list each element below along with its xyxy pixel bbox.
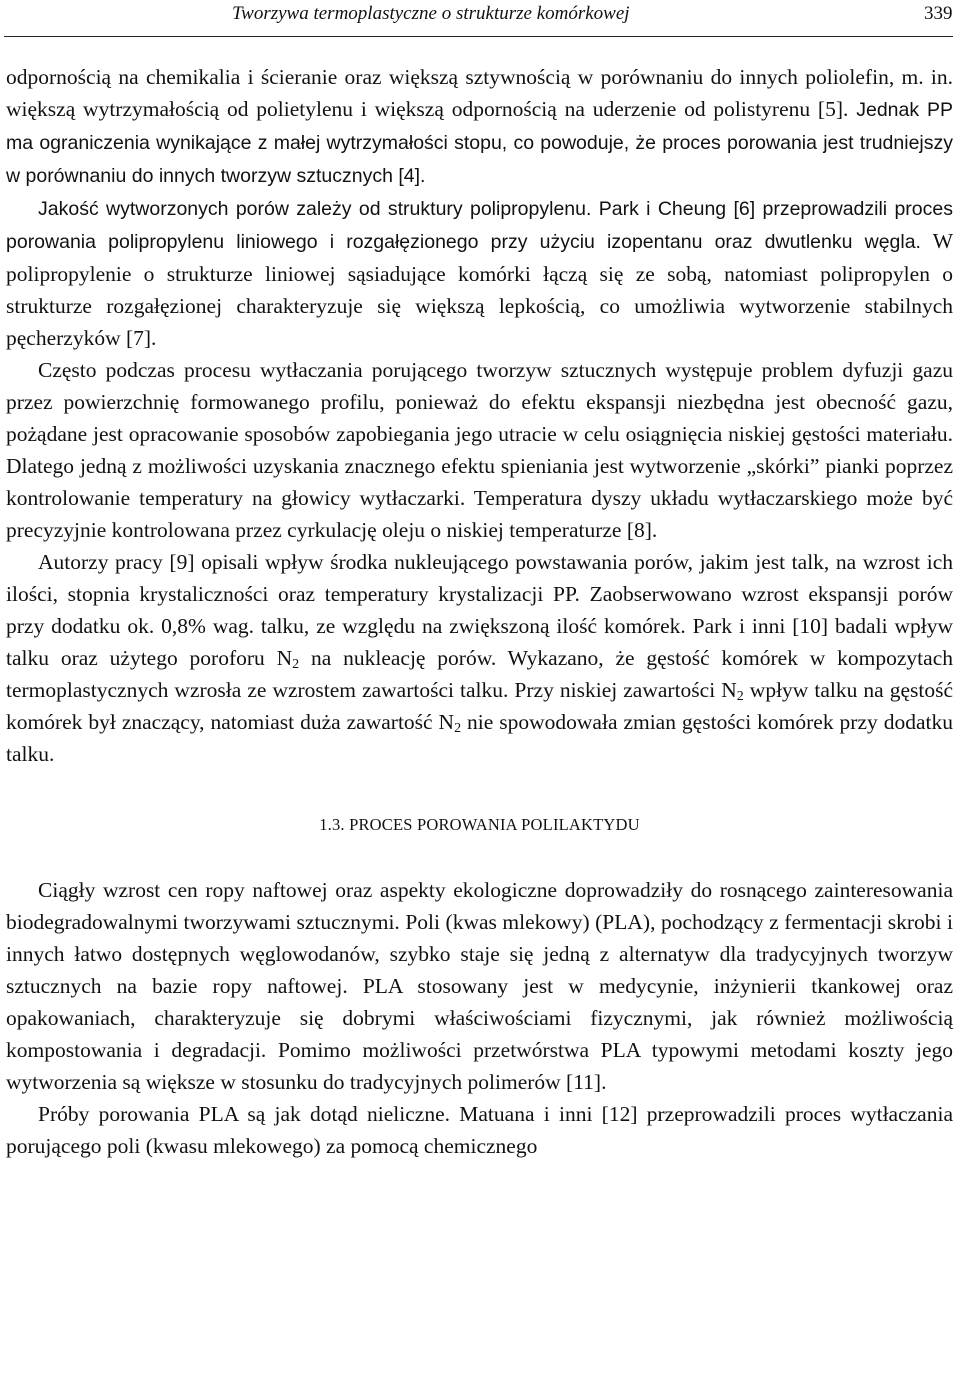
paragraph-4 <box>6 546 953 770</box>
paragraph-2 <box>6 192 953 354</box>
running-title: Tworzywa termoplastyczne o strukturze komórkowej <box>232 3 630 24</box>
header-rule <box>4 36 953 37</box>
running-header <box>0 0 960 40</box>
subscript-2: 2 <box>292 657 300 672</box>
page-number: 339 <box>924 3 953 24</box>
paragraph-1-part-2: Jednak PP ma ograniczenia wynikające z małej wytrzymałości stopu, co powoduje, że proces porowania jest trudniejszy w porównaniu do innych tworzyw sztucznych [4]. <box>6 99 953 187</box>
section-heading: 1.3. PROCES POROWANIA POLILAKTYDU <box>319 815 640 834</box>
paragraph-3: Często podczas procesu wytłaczania porującego tworzyw sztucznych występuje problem dyfuzji gazu przez powierzchnię formowanego profilu, ponieważ do efektu ekspansji niezbędna jest obecność gazu, pożądane jest opracowanie sposobów zapobiegania jego utracie w celu osiągnięcia niskiej gęstości materiału. Dlatego jedną z możliwości uzyskania znacznego efektu spieniania jest wytworzenie „skórki” pianki poprzez kontrolowanie temperatury na głowicy wytłaczarki. Temperatura dyszy układu wytłaczarskiego może być precyzyjnie kontrolowana przez cyrkulację oleju o niskiej temperaturze [8]. <box>6 358 953 542</box>
subscript-2: 2 <box>454 721 462 736</box>
paragraph-1 <box>6 61 953 192</box>
paragraph-1-part-1: odpornością na chemikalia i ścieranie oraz większą sztywnością w porównaniu do innych poliolefin, m. in. większą wytrzymałością od polietylenu i większą odpornością na uderzenie od polistyrenu [5]. <box>6 65 953 121</box>
body-text <box>6 61 953 1162</box>
paragraph-2-part-1: Jakość wytworzonych porów zależy od struktury polipropylenu. Park i Cheung [6] przeprowadzili proces porowania polipropylenu liniowego i rozgałęzionego przy użyciu izopentanu oraz dwutlenku węgla. <box>6 198 953 253</box>
paragraph-4-part-2: na nukleację porów. Wykazano, że gęstość komórek w kompozytach termoplastycznych wzrosła ze wzrostem zawartości talku. Przy niskiej zawartości N <box>6 646 953 702</box>
paragraph-2-part-2: W polipropylenie o strukturze liniowej sąsiadujące komórki łączą się ze sobą, natomiast polipropylen o strukturze rozgałęzionej charakteryzuje się większą lepkością, co umożliwia wytworzenie stabilnych pęcherzyków [7]. <box>6 229 953 350</box>
subscript-2: 2 <box>736 689 744 704</box>
paragraph-6: Próby porowania PLA są jak dotąd nieliczne. Matuana i inni [12] przeprowadzili proces wytłaczania porującego poli (kwasu mlekowego) za pomocą chemicznego <box>6 1102 953 1158</box>
paragraph-4-part-3: wpływ talku na gęstość komórek był znaczący, natomiast duża zawartość N <box>6 678 954 734</box>
paragraph-4-part-4: nie spowodowała zmian gęstości komórek przy dodatku talku. <box>6 710 953 766</box>
paragraph-5: Ciągły wzrost cen ropy naftowej oraz aspekty ekologiczne doprowadziły do rosnącego zainteresowania biodegradowalnymi tworzywami sztucznymi. Poli (kwas mlekowy) (PLA), pochodzący z fermentacji skrobi i innych łatwo dostępnych węglowodanów, szybko staje się jedną z alternatyw dla tradycyjnych tworzyw sztucznych na bazie ropy naftowej. PLA stosowany jest w medycynie, inżynierii tkankowej oraz opakowaniach, charakteryzuje się dobrymi właściwościami fizycznymi, jak również możliwością kompostowania i degradacji. Pomimo możliwości przetwórstwa PLA typowymi metodami koszty jego wytworzenia są większe w stosunku do tradycyjnych polimerów [11]. <box>6 878 953 1094</box>
paragraph-4-part-1: Autorzy pracy [9] opisali wpływ środka nukleującego powstawania porów, jakim jest talk, na wzrost ich ilości, stopnia krystaliczności oraz temperatury krystalizacji PP. Zaobserwowano wzrost ekspansji porów przy dodatku ok. 0,8% wag. talku, ze względu na zwiększoną ilość komórek. Park i inni [10] badali wpływ talku oraz użytego poroforu N <box>6 550 953 670</box>
